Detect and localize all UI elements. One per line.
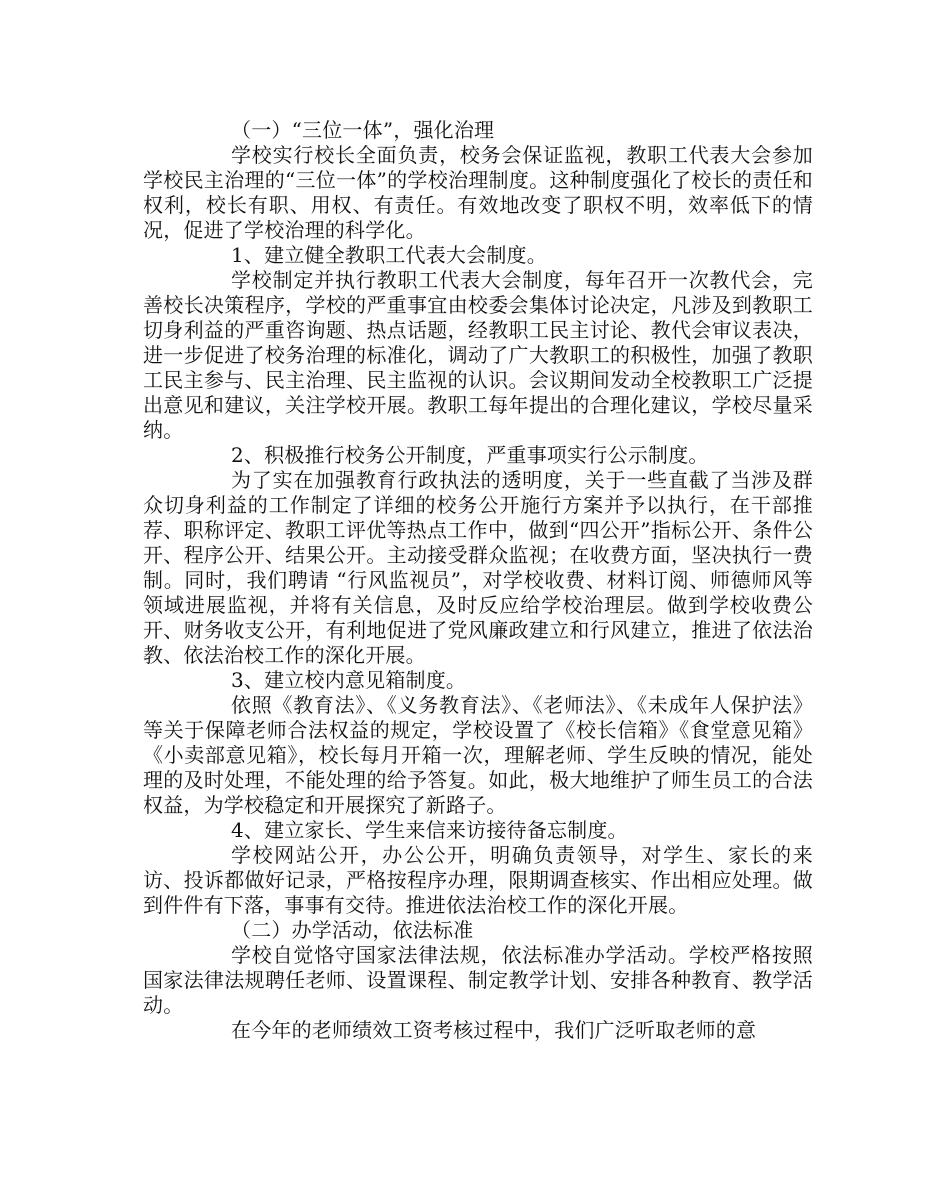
subheading-2: 2、积极推行校务公开制度，严重事项实行公示制度。 — [231, 443, 709, 467]
paragraph: 为了实在加强教育行政执法的透明度，关于一些直截了当涉及群众切身利益的工作制定了详细的校务公开施行方案并予以执行，在干部推荐、职称评定、教职工评优等热点工作中，做到“四公开”指标公开、条件公开、程序公开、结果公开。主动接受群众监视；在收费方面，坚决执行一费制。同时，我们聘请 “行风监视员”，对学校收费、材料订阅、师德师风等领域进展监视，并将有关信息，及时反应给学校治理层。做到学校收费公开、财务收支公开，有利地促进了党风廉政建立和行风建立，推进了依法治教、依法治校工作的深化开展。 — [143, 468, 813, 667]
subheading-3: 3、建立校内意见箱制度。 — [231, 668, 467, 692]
subheading-4: 4、建立家长、学生来信来访接待备忘制度。 — [231, 818, 628, 842]
paragraph: 学校实行校长全面负责，校务会保证监视，教职工代表大会参加学校民主治理的“三位一体”的学校治理制度。这种制度强化了校长的责任和权利，校长有职、用权、有责任。有效地改变了职权不明，效率低下的情况，促进了学校治理的科学化。 — [143, 143, 813, 242]
paragraph: 学校网站公开，办公公开，明确负责领导，对学生、家长的来访、投诉都做好记录，严格按程序办理，限期调查核实、作出相应处理。做到件件有下落，事事有交待。推进依法治校工作的深化开展。 — [143, 843, 813, 917]
subheading-1: 1、建立健全教职工代表大会制度。 — [231, 243, 547, 267]
paragraph: 学校制定并执行教职工代表大会制度，每年召开一次教代会，完善校长决策程序，学校的严重事宜由校委会集体讨论决定，凡涉及到教职工切身利益的严重咨询题、热点话题，经教职工民主讨论、教代会审议表决，进一步促进了校务治理的标准化，调动了广大教职工的积极性，加强了教职工民主参与、民主治理、民主监视的认识。会议期间发动全校教职工广泛提出意见和建议，关注学校开展。教职工每年提出的合理化建议，学校尽量采纳。 — [143, 268, 813, 442]
section-heading-2: （二）办学活动，依法标准 — [231, 918, 474, 942]
paragraph: 在今年的老师绩效工资考核过程中，我们广泛听取老师的意 — [231, 1018, 757, 1042]
section-heading-1: （一）“三位一体”，强化治理 — [231, 118, 495, 142]
document-body — [143, 118, 813, 1043]
paragraph: 学校自觉恪守国家法律法规，依法标准办学活动。学校严格按照国家法律法规聘任老师、设置课程、制定教学计划、安排各种教育、教学活动。 — [143, 943, 813, 1017]
paragraph: 依照《教育法》、《义务教育法》、《老师法》、《未成年人保护法》等关于保障老师合法权益的规定，学校设置了《校长信箱》《食堂意见箱》《小卖部意见箱》，校长每月开箱一次，理解老师、学生反映的情况，能处理的及时处理，不能处理的给予答复。如此，极大地维护了师生员工的合法权益，为学校稳定和开展探究了新路子。 — [143, 693, 813, 817]
